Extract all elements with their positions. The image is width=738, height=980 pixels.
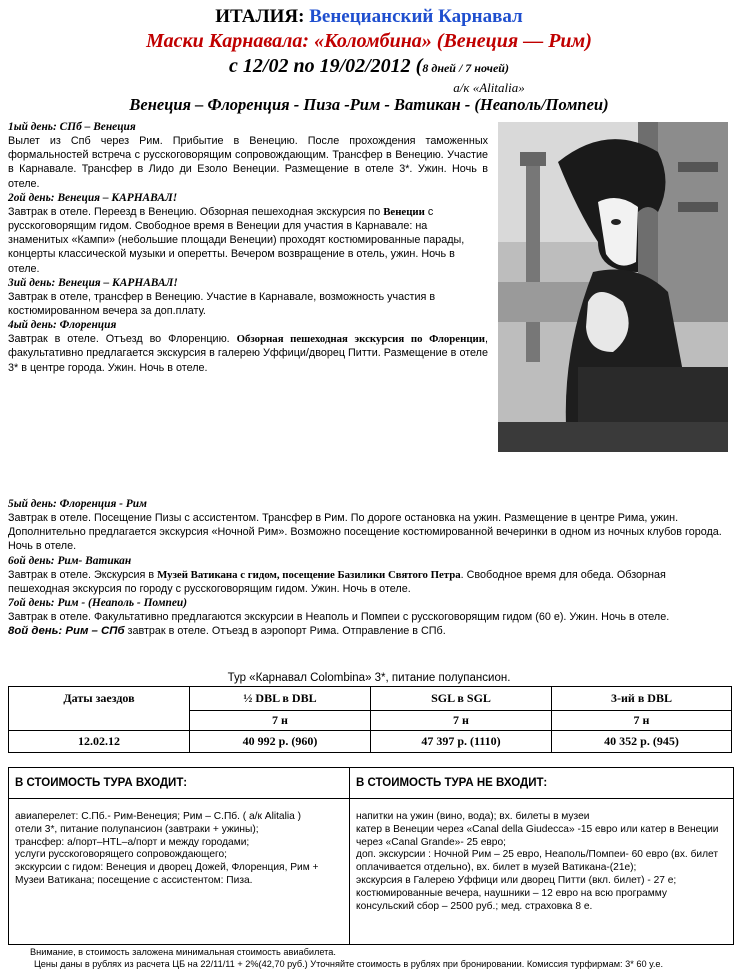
itinerary-part-2 <box>8 497 730 638</box>
day-8 <box>8 624 730 638</box>
price-caption: Тур «Карнавал Colombina» 3*, питание полупансион. <box>227 672 511 684</box>
price-table <box>8 686 732 753</box>
list-item: доп. экскурсии : Ночной Рим – 25 евро, Неаполь/Помпеи- 60 евро (вх. билет оплачивается отдельно), вх. билет в музей Ватикана-(21е); <box>356 849 719 874</box>
price-cell: 40 352 р. (945) <box>552 731 732 753</box>
list-item: отели 3*, питание полупансион (завтраки + ужины); <box>15 823 259 835</box>
day-5-title: 5ый день: Флоренция - Рим <box>8 498 147 510</box>
list-item: авиаперелет: С.Пб.- Рим-Венеция; Рим – С.Пб. ( а/к Alitalia ) <box>15 811 302 822</box>
footer-note-airfare: Внимание, в стоимость заложена минимальная стоимость авиабилета. <box>30 947 336 957</box>
day-3-title: 3ий день: Венеция – КАРНАВАЛ! <box>8 276 178 289</box>
day-8-text: завтрак в отеле. Отъезд в аэропорт Рима. Отправление в СПб. <box>124 625 446 638</box>
footer-note-prices: Цены даны в рублях из расчета ЦБ на 22/11/11 + 2%(42,70 руб.) Уточняйте стоимость в рублях при бронировании. Комиссия турфирмам: 3* 60 у.е. <box>34 959 664 969</box>
arrival-date: 12.02.12 <box>9 731 190 753</box>
day-2-text: Завтрак в отеле. Переезд в Венецию. Обзорная пешеходная экскурсия по Венеции с русскоговорящим гидом. Свободное время в Венеции для участия в Карнавале: на знаменитых «Кампи» (небольшие площади Венеции) проходят костюмированные парады, концерты классической музыки и оперетты. Вечером возвращение в отель, ужин. Ночь в отеле. <box>8 205 465 275</box>
list-item: напитки на ужин (вино, вода); вх. билеты в музеи <box>356 811 590 822</box>
day-8-title: 8ой день: Рим – СПб <box>8 625 125 638</box>
col-header-tpl: 3-ий в DBL <box>552 687 732 711</box>
tour-subtitle: Маски Карнавала: «Коломбина» (Венеция — Рим) <box>146 30 592 52</box>
carnival-mask-photo <box>498 122 728 452</box>
day-7-title: 7ой день: Рим - (Неаполь - Помпеи) <box>8 597 188 610</box>
col-header-dbl: ½ DBL в DBL <box>190 687 371 711</box>
country-label: ИТАЛИЯ: <box>215 6 305 27</box>
day-1-title: 1ый день: СПб – Венеция <box>8 121 136 133</box>
list-item: экскурсия в Галерею Уффици или дворец Питти (вкл. билет) - 27 е; <box>356 874 677 886</box>
day-4-text: Завтрак в отеле. Отъезд во Флоренцию. Обзорная пешеходная экскурсия по Флоренции, факультативно предлагается экскурсия в галерею Уффици/дворец Питти. Размещение в отеле 3* в центре города. Ужин. Ночь в отеле. <box>8 333 488 374</box>
list-item: костюмированные вечера, наушники – 12 евро на всю программу <box>356 887 667 899</box>
day-4-title: 4ый день: Флоренция <box>8 319 117 332</box>
not-included-list <box>350 799 733 913</box>
tour-name: Венецианский Карнавал <box>309 6 523 27</box>
tour-dates <box>0 55 738 78</box>
list-item: консульский сбор – 2500 руб.; мед. страховка 8 е. <box>356 900 593 912</box>
itinerary-part-1 <box>8 120 488 375</box>
inclusions-box <box>8 767 734 945</box>
nights-cell: 7 н <box>190 711 371 731</box>
tour-duration: 8 дней / 7 ночей) <box>422 61 509 75</box>
nights-cell: 7 н <box>371 711 552 731</box>
list-item: экскурсии с гидом: Венеция и дворец Дожей, Флоренция, Рим + Музеи Ватикана; посещение с ассистентом: Пиза. <box>15 862 319 886</box>
list-item: катер в Венеции через «Canal della Giudecca» -15 евро или катер в Венеции через «Canal Grande»- 25 евро; <box>356 823 719 848</box>
not-included-column <box>350 768 733 944</box>
page-title <box>0 6 738 28</box>
day-5-text: Завтрак в отеле. Посещение Пизы с ассистентом. Трансфер в Рим. По дороге остановка на ужин. Размещение в центре Рима, ужин. Дополнительно предлагается экскурсия «Ночной Рим». Возможно посещение костюмированной вечеринки в одном из ночных клубов города. Ночь в отеле. <box>8 512 722 553</box>
col-header-sgl: SGL в SGL <box>371 687 552 711</box>
day-6-title: 6ой день: Рим- Ватикан <box>8 554 132 567</box>
airline: а/к «Alitalia» <box>453 80 525 95</box>
not-included-title: В СТОИМОСТЬ ТУРА НЕ ВХОДИТ: <box>350 768 733 799</box>
list-item: услуги русскоговорящего сопровождающего; <box>15 849 227 861</box>
price-cell: 40 992 р. (960) <box>190 731 371 753</box>
included-column <box>9 768 350 944</box>
tour-route: Венеция – Флоренция - Пиза -Рим - Ватикан - (Неаполь/Помпеи) <box>129 95 609 114</box>
nights-cell: 7 н <box>552 711 732 731</box>
included-list <box>9 799 349 888</box>
day-2-title: 2ой день: Венеция – КАРНАВАЛ! <box>8 191 178 204</box>
dates-header: Даты заездов <box>9 687 190 731</box>
price-cell: 47 397 р. (1110) <box>371 731 552 753</box>
day-7-text: Завтрак в отеле. Факультативно предлагаются экскурсии в Неаполь и Помпеи с русскоговорящим гидом (60 е). Ужин. Ночь в отеле. <box>8 611 670 624</box>
dates-range: с 12/02 по 19/02/2012 ( <box>229 55 423 77</box>
day-3-text: Завтрак в отеле, трансфер в Венецию. Участие в Карнавале, возможность участия в костюмированном вечера за доп.плату. <box>8 290 436 318</box>
list-item: трансфер: а/порт–HTL–а/порт и между городами; <box>15 836 250 848</box>
day-6-text: Завтрак в отеле. Экскурсия в Музей Ватикана с гидом, посещение Базилики Святого Петра. Свободное время для обеда. Обзорная пешеходная экскурсия по городу с русскоговорящим гидом. Ужин. Ночь в отеле. <box>8 568 666 595</box>
day-1-text: Вылет из Спб через Рим. Прибытие в Венецию. После прохождения таможенных формальностей встреча с русскоговорящим сопровождающим. Трансфер в Венецию. Участие в Карнавале. Трансфер в Лидо ди Езоло Венеции. Размещение в отеле 3*. Ужин. Ночь в отеле. <box>8 135 488 190</box>
included-title: В СТОИМОСТЬ ТУРА ВХОДИТ: <box>9 768 349 799</box>
